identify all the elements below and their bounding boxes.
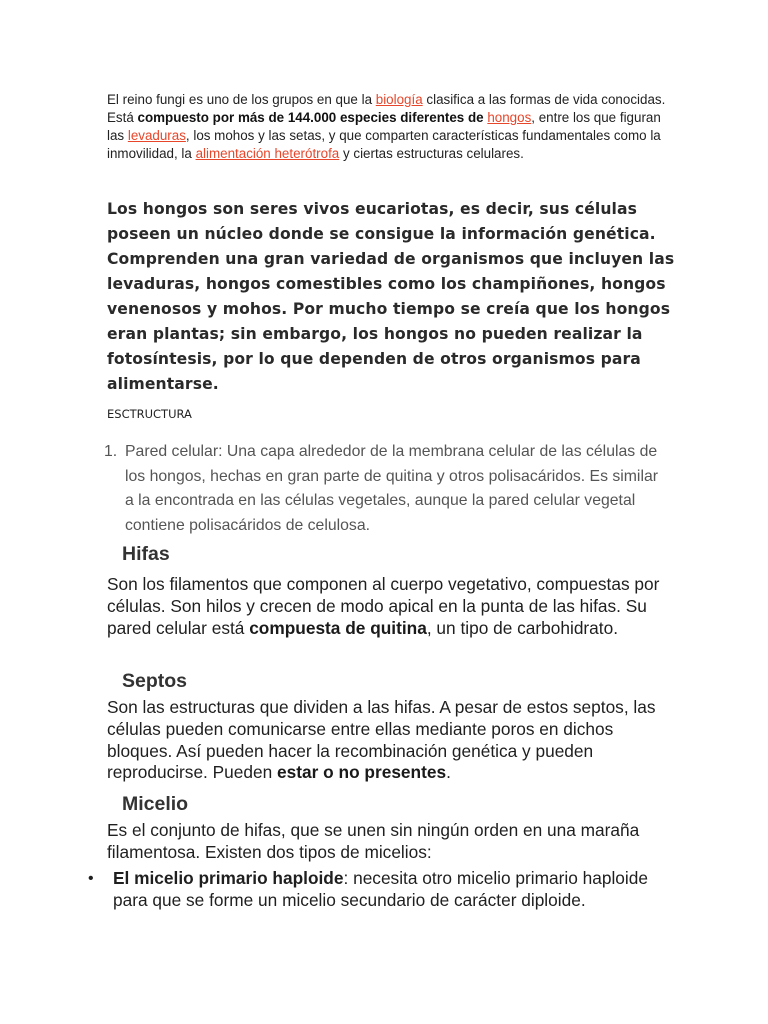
septos-text-2: . — [446, 762, 451, 783]
hifas-text-1: Son los filamentos que componen al cuerpo vegetativo, compuestas por células. Son hilos y crecen de modo apical en la punta de las hifas. Su pared celular está — [107, 574, 660, 638]
intro-bold: compuesto por más de 144.000 especies diferentes de — [137, 110, 488, 125]
intro-paragraph — [107, 91, 667, 163]
hifas-bold: compuesta de quitina — [249, 617, 427, 638]
bullet-bold: El micelio primario haploide — [113, 868, 344, 888]
micelio-paragraph: Es el conjunto de hifas, que se unen sin ningún orden en una maraña filamentosa. Existen dos tipos de micelios: — [107, 820, 640, 862]
bullet-text-rest: : necesita otro micelio primario haploide para que se forme un micelio secundario de carácter diploide. — [113, 868, 648, 910]
intro-text-4: , los mohos y las setas, y que comparten características fundamentales como la inmovilidad, la — [107, 128, 661, 161]
heading-septos: Septos — [122, 670, 188, 692]
bold-paragraph: Los hongos son seres vivos eucariotas, es decir, sus células poseen un núcleo donde se consigue la información genética. Comprenden una gran variedad de organismos que incluyen las levaduras, hongos comestibles como los champiñones, hongos venenosos y mohos. Por mucho tiempo se creía que los hongos eran plantas; sin embargo, los hongos no pueden realizar la fotosíntesis, por lo que dependen de otros organismos para alimentarse. — [107, 200, 675, 393]
bullet-dot: • — [88, 870, 94, 887]
link-levaduras[interactable]: levaduras — [127, 128, 186, 143]
intro-text-1: El reino fungi es uno de los grupos en que la — [107, 92, 376, 107]
link-hongos[interactable]: hongos — [487, 110, 532, 125]
list-number: 1. — [104, 443, 118, 460]
heading-micelio: Micelio — [122, 793, 189, 815]
intro-text-5: y ciertas estructuras celulares. — [339, 146, 524, 161]
septos-paragraph — [107, 697, 667, 784]
list-item-text: Pared celular: Una capa alrededor de la membrana celular de las células de los hongos, hechas en gran parte de quitina y otros polisacáridos. Es similar a la encontrada en las células vegetales, aunque la pared celular vegetal contiene polisacáridos de celulosa. — [125, 443, 658, 534]
septos-text-1: Son las estructuras que dividen a las hifas. A pesar de estos septos, las células pueden comunicarse entre ellas mediante poros en dichos bloques. Así pueden hacer la recombinación genética y pueden reproducirse. Pueden — [107, 697, 656, 783]
bullet-list-item — [88, 868, 668, 912]
ordered-list-item — [104, 440, 664, 538]
intro-text-3: , entre los que figuran las — [107, 110, 661, 143]
bullet-text — [113, 868, 668, 912]
hifas-text-2: , un tipo de carbohidrato. — [426, 617, 619, 638]
section-label: ESCTRUCTURA — [107, 407, 192, 421]
intro-text-2: clasifica a las formas de vida conocidas. Está — [107, 92, 666, 125]
heading-hifas: Hifas — [122, 543, 170, 565]
link-alimentacion-heterotrofa[interactable]: alimentación heterótrofa — [195, 146, 340, 161]
hifas-paragraph — [107, 574, 667, 639]
link-biologia[interactable]: biología — [375, 92, 423, 107]
septos-bold: estar o no presentes — [277, 762, 447, 783]
